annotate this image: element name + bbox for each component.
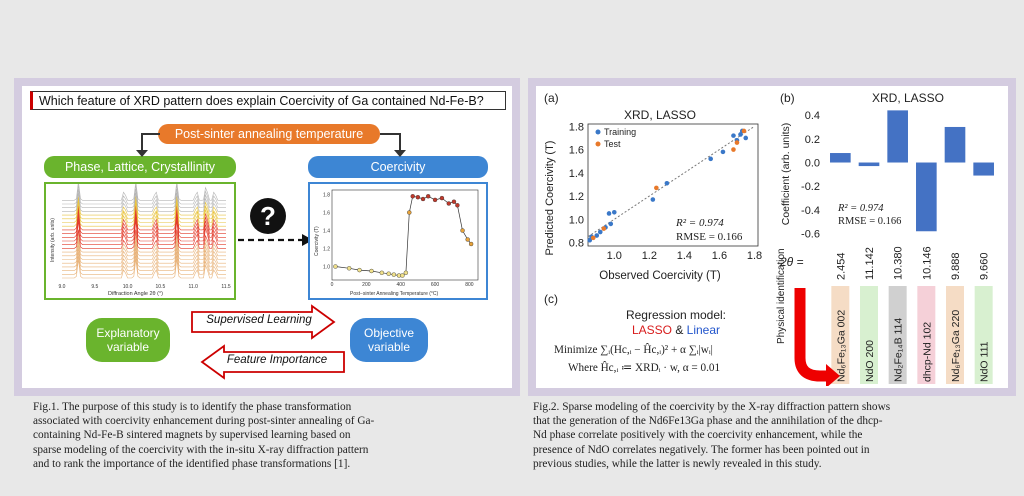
xrd-curve — [62, 193, 226, 212]
objective-label: Objective variable — [363, 326, 415, 354]
coefficient-bar — [887, 110, 908, 162]
test-point — [601, 226, 606, 231]
coer-point — [392, 273, 396, 277]
coer-xtick: 400 — [396, 282, 405, 288]
coer-ytick: 1.0 — [323, 264, 330, 271]
coer-ylabel: Coercivity (T) — [314, 226, 320, 256]
phys-id-arrow — [800, 288, 828, 376]
training-point — [612, 210, 617, 215]
coer-line — [335, 196, 471, 275]
phase-label: NdO 111 — [978, 341, 991, 382]
panel-a-ylabel: Predicted Coercivity (T) — [544, 140, 556, 256]
caption-1-line: and to rank the importance of the identified phase transformations [1]. — [33, 457, 351, 470]
coer-ytick: 1.4 — [323, 228, 330, 235]
coer-point — [400, 274, 404, 278]
phase-label: dhcp-Nd 102 — [921, 321, 934, 382]
anneal-temp-label: Post-sinter annealing temperature — [174, 127, 364, 141]
figure-2-caption — [533, 400, 1010, 471]
panel-a-rmse: RMSE = 0.166 — [676, 231, 743, 243]
angle-label: 2.454 — [835, 252, 848, 280]
linear-label: Linear — [686, 323, 721, 337]
panel-a-ytick: 1.0 — [568, 214, 584, 227]
xrd-curve — [62, 185, 226, 204]
coer-point — [404, 271, 408, 275]
test-point — [731, 147, 736, 152]
coer-point — [433, 198, 437, 202]
xrd-tick-label: 11.0 — [188, 284, 198, 290]
phase-label: Nd₆Fe₁₃Ga 220 — [950, 309, 962, 382]
caption-1-line: sparse modeling of the coercivity with the in-situ X-ray diffraction pattern — [33, 443, 369, 456]
coer-point — [447, 202, 451, 206]
panel-b-ytick: -0.4 — [801, 204, 820, 217]
xrd-curve — [62, 184, 226, 200]
angle-label: 9.660 — [978, 252, 991, 280]
panel-c — [536, 286, 776, 386]
coer-point — [416, 195, 420, 199]
coer-point — [407, 211, 411, 215]
coer-point — [440, 196, 444, 200]
coefficient-bar — [945, 127, 966, 163]
panel-a-label: (a) — [544, 91, 559, 105]
panel-a-ytick: 1.8 — [568, 121, 584, 134]
training-point — [608, 222, 613, 227]
panel-b-label: (b) — [780, 91, 795, 105]
xrd-tick-label: 9.5 — [91, 284, 99, 290]
xrd-curve — [62, 241, 226, 260]
coefficient-bar — [859, 163, 880, 167]
panel-a-ytick: 1.2 — [568, 191, 584, 204]
coer-xlabel: Post−sinter Annealing Temperature (°C) — [350, 291, 439, 297]
angle-label: 10.380 — [892, 246, 905, 280]
legend-training-label: Training — [604, 127, 637, 137]
test-point — [735, 140, 740, 145]
coer-point — [426, 194, 430, 198]
coer-point — [370, 269, 374, 273]
phase-label: NdO 200 — [864, 339, 876, 382]
coer-point — [421, 197, 425, 201]
legend-training-marker — [596, 130, 601, 135]
xrd-curve — [62, 189, 226, 208]
caption-1-line: containing Nd-Fe-B sintered magnets by supervised learning based on — [33, 429, 351, 442]
angle-label: 10.146 — [921, 246, 934, 280]
xrd-curve — [62, 252, 226, 271]
caption-2-line: that the generation of the Nd6Fe13Ga phase and the annihilation of the dhcp- — [533, 415, 883, 428]
lasso-label: LASSO — [631, 323, 672, 337]
where-formula: Where Ĥc,ᵢ ≔ XRDᵢ · w, α = 0.01 — [568, 362, 721, 374]
coer-xtick: 600 — [430, 282, 440, 288]
coer-point — [461, 229, 465, 233]
explanatory-label: Explanatory variable — [96, 326, 160, 354]
panel-b-ytick: 0.4 — [804, 110, 820, 123]
panel-a-xtick: 1.4 — [676, 250, 693, 262]
xrd-tick-label: 10.5 — [155, 284, 166, 290]
training-point — [731, 133, 736, 138]
supervised-learning-label: Supervised Learning — [206, 314, 312, 326]
phase-labels — [831, 286, 992, 384]
xrd-curve — [62, 259, 226, 278]
theta-label: 2θ = — [780, 255, 804, 269]
xrd-curve — [62, 248, 226, 267]
amp-label: & — [672, 323, 687, 337]
caption-2-line: Fig.2. Sparse modeling of the coercivity by the X-ray diffraction pattern shows — [533, 401, 891, 413]
training-point — [651, 197, 656, 202]
panel-b-ytick: 0.2 — [804, 133, 820, 146]
coer-point — [452, 200, 456, 204]
coercivity-svg — [310, 184, 486, 298]
test-point — [742, 129, 747, 134]
xrd-tick-labels — [59, 284, 231, 290]
panel-a-ytick: 1.4 — [568, 167, 584, 180]
coefficient-bar — [916, 163, 937, 232]
xrd-curve — [62, 256, 226, 275]
question-text: Which feature of XRD pattern does explain Coercivity of Ga contained Nd-Fe-B? — [39, 93, 484, 108]
regression-model-title: Regression model: — [625, 308, 727, 322]
panel-a-xlabel: Observed Coercivity (T) — [599, 270, 721, 282]
phase-label: Phase, Lattice, Crystallinity — [64, 160, 216, 174]
xrd-curve — [62, 200, 226, 219]
xrd-xlabel: Diffraction Angle 2θ (°) — [108, 291, 163, 297]
coer-axes — [323, 190, 478, 288]
coer-point — [455, 203, 459, 207]
coer-point — [411, 194, 415, 198]
coefficient-bar — [830, 153, 851, 162]
coer-point — [347, 266, 351, 270]
coer-point — [333, 265, 337, 269]
xrd-tick-label: 11.5 — [221, 284, 231, 290]
xrd-curves — [62, 184, 226, 278]
training-point — [708, 157, 713, 162]
regression-model-names — [576, 323, 776, 337]
objective-variable-pill — [350, 318, 428, 362]
panel-a-xtick: 1.2 — [641, 250, 657, 262]
panel-a-ytick: 0.8 — [568, 237, 584, 250]
panel-b-ylabel: Coefficient (arb. units) — [780, 122, 792, 226]
angle-label: 9.888 — [950, 252, 962, 280]
caption-2-line: Nd phase correlate positively with the coercivity enhancement, while the — [533, 429, 863, 442]
training-point — [607, 211, 612, 216]
legend-test-label: Test — [604, 139, 621, 149]
coer-point — [466, 238, 470, 242]
feature-importance-label: Feature Importance — [226, 354, 328, 366]
caption-1-line: associated with coercivity enhancement during post-sinter annealing of Ga- — [33, 415, 375, 428]
panel-a-xtick: 1.6 — [711, 250, 728, 262]
question-mark-icon — [250, 198, 286, 234]
training-point — [721, 150, 726, 155]
coer-ytick: 1.8 — [323, 192, 330, 199]
xrd-tick-label: 9.0 — [58, 284, 66, 290]
training-point — [665, 181, 670, 186]
coer-point — [387, 272, 391, 276]
coer-marks — [333, 194, 473, 277]
minimize-formula: Minimize ∑ᵢ(Hc,ᵢ − Ĥc,ᵢ)² + α ∑ᵢ|wᵢ| — [554, 344, 713, 356]
coer-xtick: 0 — [330, 282, 334, 288]
coer-xtick: 200 — [362, 282, 371, 288]
xrd-curve — [62, 196, 226, 215]
xrd-curve — [62, 230, 226, 249]
phase-label: Nd₆Fe₁₃Ga 002 — [835, 309, 848, 382]
panel-b-axes — [801, 110, 820, 241]
xrd-ylabel: Intensity (arb. units) — [50, 218, 56, 262]
panel-a-title: XRD, LASSO — [623, 108, 697, 122]
legend-test-marker — [596, 142, 601, 147]
question-mark-glyph: ? — [260, 200, 276, 231]
xrd-curve — [62, 245, 226, 264]
panel-c-label: (c) — [544, 292, 558, 306]
panel-b-ytick: -0.2 — [801, 181, 820, 194]
xrd-curve — [62, 233, 226, 252]
panel-a-xtick: 1.0 — [606, 250, 622, 262]
coer-point — [469, 242, 473, 246]
caption-1-line: Fig.1. The purpose of this study is to identify the phase transformation — [33, 401, 352, 413]
training-point — [743, 136, 748, 141]
xrd-curve — [62, 237, 226, 256]
phys-id-label: Physical identification — [776, 248, 787, 344]
explanatory-variable-pill — [86, 318, 170, 362]
panel-a-ytick: 1.6 — [568, 144, 584, 157]
panel-b-ytick: 0.0 — [804, 157, 820, 170]
test-point — [654, 186, 659, 191]
angle-label: 11.142 — [864, 247, 876, 280]
panel-a-xtick: 1.8 — [746, 250, 763, 262]
coer-point — [357, 268, 361, 272]
coefficient-bar — [973, 163, 994, 176]
panel-a-scatter — [536, 86, 776, 286]
figure-1-caption — [33, 400, 499, 471]
caption-2-line: presence of NdO correlates negatively. The former has been pointed out in — [533, 443, 870, 456]
coercivity-anneal-plot — [308, 182, 488, 300]
xrd-tick-label: 10.0 — [122, 284, 133, 290]
training-point — [598, 230, 603, 235]
training-point — [738, 132, 743, 137]
coercivity-label: Coercivity — [370, 160, 426, 174]
xrd-pattern-plot — [44, 182, 236, 300]
coer-point — [380, 271, 384, 275]
test-point — [591, 236, 596, 241]
panel-b-title: XRD, LASSO — [871, 91, 945, 105]
caption-2-line: previous studies, while the latter is newly revealed in this study. — [533, 457, 822, 470]
coer-ytick: 1.6 — [323, 210, 330, 217]
panel-b-bars — [776, 86, 1008, 386]
coer-ytick: 1.2 — [323, 246, 330, 253]
xrd-svg — [46, 184, 234, 298]
coer-xtick: 800 — [465, 282, 474, 288]
phase-label: Nd₂Fe₁₄B 114 — [892, 317, 905, 382]
panel-b-ytick: -0.6 — [801, 228, 820, 241]
panel-b-r2: R² = 0.974 — [838, 203, 884, 214]
panel-b-rmse: RMSE = 0.166 — [838, 216, 902, 227]
panel-a-r2: R² = 0.974 — [676, 217, 724, 229]
angle-labels — [835, 246, 990, 280]
